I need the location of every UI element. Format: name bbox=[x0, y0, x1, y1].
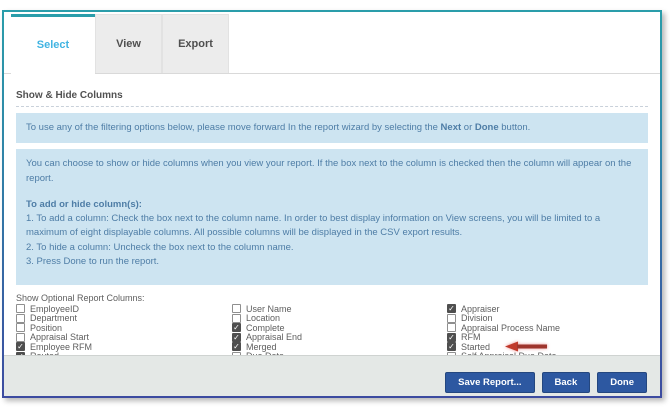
red-arrow-left-icon bbox=[504, 340, 548, 353]
checkbox-label: Appraisal Start bbox=[30, 332, 90, 343]
notice-step-1: 1. To add a column: Check the box next to the column name. In order to best display information on View screens, you will be limited to a maximum of eight displayable columns. All possible columns will be displayed in the CSV export results. bbox=[26, 213, 601, 239]
column-option-department[interactable] bbox=[16, 314, 232, 324]
checkbox-label: Appraisal End bbox=[246, 332, 303, 343]
checkbox-label: Complete bbox=[246, 322, 285, 333]
column-option-appraisal-process-name[interactable] bbox=[447, 323, 560, 333]
checkbox-label: Appraisal Process Name bbox=[461, 322, 561, 333]
tab-export[interactable]: Export bbox=[162, 14, 229, 73]
report-wizard-panel bbox=[2, 10, 662, 398]
checkbox-checked-icon[interactable]: ✓ bbox=[233, 332, 240, 342]
done-button[interactable]: Done bbox=[597, 372, 647, 393]
checkbox-checked-icon[interactable]: ✓ bbox=[448, 342, 455, 352]
checkbox-column-2 bbox=[232, 304, 447, 361]
checkbox-label: Started bbox=[461, 341, 491, 352]
notice-step-3: 3. Press Done to run the report. bbox=[26, 255, 160, 267]
column-option-complete[interactable] bbox=[232, 323, 447, 333]
checkbox-unchecked-icon[interactable] bbox=[16, 314, 25, 323]
column-option-position[interactable] bbox=[16, 323, 232, 333]
column-option-appraisal-end[interactable] bbox=[232, 333, 447, 343]
tab-bar bbox=[4, 12, 660, 74]
column-option-appraiser[interactable] bbox=[447, 304, 560, 314]
column-option-employeeid[interactable] bbox=[16, 304, 232, 314]
notice-subheading: To add or hide column(s): bbox=[26, 198, 142, 210]
page-title: Show & Hide Columns bbox=[16, 90, 123, 101]
checkbox-label: EmployeeID bbox=[30, 303, 80, 314]
optional-columns-label: Show Optional Report Columns: bbox=[16, 293, 145, 303]
checkbox-unchecked-icon[interactable] bbox=[16, 323, 25, 332]
wizard-footer bbox=[4, 355, 660, 396]
checkbox-column-3 bbox=[447, 304, 560, 361]
checkbox-label: Position bbox=[30, 322, 63, 333]
done-keyword: Done bbox=[474, 122, 499, 133]
column-option-division[interactable] bbox=[447, 314, 560, 324]
notice-text: or bbox=[461, 122, 475, 133]
checkbox-label: Location bbox=[246, 313, 281, 324]
checkbox-unchecked-icon[interactable] bbox=[232, 314, 241, 323]
optional-columns-section bbox=[16, 293, 660, 361]
checkbox-checked-icon[interactable]: ✓ bbox=[17, 342, 24, 352]
checkbox-label: Merged bbox=[246, 341, 277, 352]
save-report-button[interactable]: Save Report... bbox=[445, 372, 534, 393]
checkbox-label: Appraiser bbox=[461, 303, 500, 314]
checkbox-label: Department bbox=[30, 313, 78, 324]
column-instructions-notice bbox=[16, 149, 648, 285]
checkbox-unchecked-icon[interactable] bbox=[447, 323, 456, 332]
checkbox-checked-icon[interactable]: ✓ bbox=[233, 323, 240, 333]
checkbox-label: RFM bbox=[461, 332, 481, 343]
notice-step-2: 2. To hide a column: Uncheck the box next to the column name. bbox=[26, 241, 294, 253]
column-option-started[interactable] bbox=[447, 342, 560, 352]
checkbox-unchecked-icon[interactable] bbox=[232, 304, 241, 313]
checkbox-unchecked-icon[interactable] bbox=[447, 314, 456, 323]
checkbox-column-1 bbox=[16, 304, 232, 361]
checkbox-columns bbox=[16, 304, 660, 361]
checkbox-label: Employee RFM bbox=[30, 341, 93, 352]
next-keyword: Next bbox=[440, 122, 462, 133]
tab-view[interactable]: View bbox=[95, 14, 162, 73]
notice-text: To use any of the filtering options below, please move forward In the report wizard by selecting the bbox=[26, 122, 441, 133]
column-option-merged[interactable] bbox=[232, 342, 447, 352]
notice-text: button. bbox=[498, 122, 531, 133]
checkbox-label: User Name bbox=[246, 303, 292, 314]
notice-intro: You can choose to show or hide columns when you view your report. If the box next to the column is checked then the column will appear on the report. bbox=[26, 158, 632, 184]
wizard-instruction-notice bbox=[16, 113, 648, 143]
checkbox-checked-icon[interactable]: ✓ bbox=[448, 332, 455, 342]
checkbox-unchecked-icon[interactable] bbox=[16, 333, 25, 342]
tab-select[interactable]: Select bbox=[11, 14, 95, 74]
column-option-appraisal-start[interactable] bbox=[16, 333, 232, 343]
back-button[interactable]: Back bbox=[542, 372, 591, 393]
column-option-user-name[interactable] bbox=[232, 304, 447, 314]
column-option-employee-rfm[interactable] bbox=[16, 342, 232, 352]
checkbox-unchecked-icon[interactable] bbox=[16, 304, 25, 313]
checkbox-checked-icon[interactable]: ✓ bbox=[233, 342, 240, 352]
heading-divider bbox=[16, 105, 648, 107]
checkbox-label: Division bbox=[461, 313, 493, 324]
column-option-location[interactable] bbox=[232, 314, 447, 324]
checkbox-checked-icon[interactable]: ✓ bbox=[448, 304, 455, 314]
